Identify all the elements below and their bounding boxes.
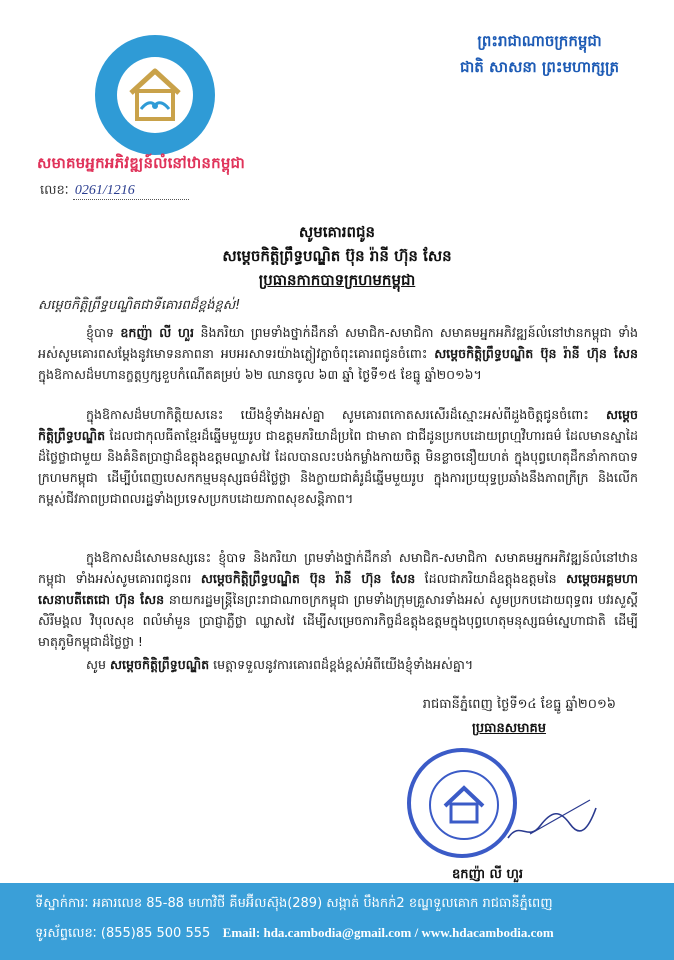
paragraph-4: [38, 654, 638, 675]
p4-text-a: សូម: [86, 657, 110, 672]
p1-text-c: និងភរិយា ព្រមទាំងថ្នាក់ដឹកនាំ សមាជិក-សមាជិកា សមាគមអ្នកអភិវឌ្ឍន៍លំនៅឋានកម្ពុជា ទាំងអស់សូមគោរពសម្ដែងនូវមោទនភាពនា អបអរសាទរយ៉ាងភ្លៀវភ្លាចំពុះគោរពជូនចំពោះ: [38, 325, 638, 361]
footer-bar: [0, 883, 674, 960]
phone-number: (855)85 500 555: [100, 926, 211, 941]
kingdom-line-2: ជាតិ សាសនា ព្រះមហាក្សត្រ: [460, 58, 619, 76]
p3-bold-d: សម្ដេចអគ្គមហាសេនាបតីតេជោ ហ៊ុន សែន: [38, 571, 638, 607]
signer-name: ឧកញ៉ា លី ហួរ: [452, 867, 523, 882]
p2-text-a: ក្នុងឱកាសដ៏មហាកិត្តិយសនេះ យើងខ្ញុំទាំងអស់គ្នា សូមគោរពកោតសរសើរដ៏ស្មោះអស់ពីដួងចិត្តជូនចំពោះ: [86, 407, 607, 422]
reference-number: [40, 182, 189, 201]
p3-text-e: នាយករដ្ឋមន្ត្រីនៃព្រះរាជាណាចក្រកម្ពុជា ព្រមទាំងក្រុមគ្រួសារទាំងអស់ សូមប្រកបដោយពុទ្ធពរ បវរសួស្ដី សិរីមង្គល វិបុលសុខ ពលំមាំមួន ប្រាជ្ញាភ្លឺថ្លា ឈ្លាសវៃ ដើម្បីសម្រេចភារកិច្ចដ៏ឧត្ដុងឧត្ដមក្នុងបុព្វហេតុមនុស្សធម៌ស្នេហាជាតិ ដើម្បីមាតុភូមិកម្ពុជាដ៏ថ្លៃថ្លា !: [38, 592, 638, 649]
paragraph-1: [38, 322, 638, 385]
letter-date: រាជធានីភ្នំពេញ ថ្ងៃទី១៤ ខែធ្នូ ឆ្នាំ២០១៦: [422, 697, 616, 712]
president-title: ប្រធានសមាគម: [472, 721, 547, 736]
p4-bold-b: សម្ដេចកិត្តិព្រឹទ្ធបណ្ឌិត: [110, 657, 210, 672]
addressee-line-3: ប្រធានកាកបាទក្រហមកម្ពុជា: [258, 271, 416, 289]
signature: [500, 790, 600, 850]
reference-label: លេខៈ: [40, 183, 69, 198]
footer-separator: /: [411, 925, 422, 940]
paragraph-3: [38, 547, 638, 652]
stamp-house-icon: [431, 772, 497, 838]
p2-text-c: ដែលជាកុលធីតាខ្មែរដ៏ឆ្នើមមួយរូប ជាឧត្តមភរិយាដ៏ប្រពៃ ជាមាតា ជាជីដូនប្រកបដោយព្រហ្មវិហារធម៌ ដែលមានស្នាដៃដ៏ថ្លៃថ្លាជាមួយ និងគំនិតប្រាជ្ញាដ៏ឧត្ដុងឧត្ដមឈ្លាសវៃ ដែលបានលះបង់កម្លាំងកាយចិត្ត មិនខ្លាចនឿយហត់ ក្នុងបុព្វហេតុដឹកនាំកាកបាទក្រហមកម្ពុជា ដើម្បីបំពេញបេសកកម្មមនុស្សធម៌ដ៏ថ្លៃថ្លា និងក្លាយជាគំរូដ៏ឆ្នើមមួយរូប ក្នុងការប្រយុទ្ធប្រឆាំងនឹងភាពក្រីក្រ និងលើកកម្ពស់ជីវភាពប្រជាពលរដ្ឋទាំងប្រទេសប្រកបដោយភាពសុខសន្តិភាព។: [38, 428, 638, 506]
footer-contact: [35, 925, 554, 944]
p3-bold-b: សម្ដេចកិត្តិព្រឹទ្ធបណ្ឌិត ប៊ុន រ៉ានី ហ៊ុន សែន: [200, 571, 416, 586]
p3-text-c: ដែលជាភរិយាដ៏ឧត្ដុងឧត្ដមនៃ: [415, 571, 567, 586]
p4-text-c: មេត្តាទទួលនូវការគោរពដ៏ខ្ពង់ខ្ពស់អំពីយើងខ្ញុំទាំងអស់គ្នា។: [209, 657, 474, 672]
email-link[interactable]: Email: hda.cambodia@gmail.com: [222, 925, 412, 940]
p1-bold-d: សម្ដេចកិត្តិព្រឹទ្ធបណ្ឌិត ប៊ុន រ៉ានី ហ៊ុន សែន: [434, 346, 638, 361]
salutation: សម្ដេចកិត្តិព្រឹទ្ធបណ្ឌិតជាទីគោរពដ៏ខ្ពង់ខ្ពស់!: [38, 298, 241, 313]
p1-bold-b: ឧកញ៉ា លី ហួរ: [120, 325, 195, 340]
paragraph-2: [38, 404, 638, 509]
p2-bold-b: សម្ដេចកិត្តិព្រឹទ្ធបណ្ឌិត: [38, 407, 638, 443]
website-link[interactable]: www.hdacambodia.com: [421, 925, 554, 940]
addressee-block: [0, 220, 674, 292]
kingdom-header: [460, 28, 619, 80]
association-logo: [95, 35, 215, 155]
p3-text-a: ក្នុងឱកាសដ៏សោមនស្សនេះ ខ្ញុំបាទ និងភរិយា ព្រមទាំងថ្នាក់ដឹកនាំ សមាជិក-សមាជិកា សមាគមអ្នកអភិវឌ្ឍន៍លំនៅឋានកម្ពុជា ទាំងអស់សូមគោរពជូនពរ: [38, 550, 638, 586]
p1-text-e: ក្នុងឱកាសដ៏មហានក្ខត្តឫក្សខួបកំណើតគម្រប់ ៦២ ឈានចូល ៦៣ ឆ្នាំ ថ្ងៃទី១៥ ខែធ្នូ ឆ្នាំ២០១៦។: [38, 367, 482, 382]
addressee-line-2: សម្ដេចកិត្តិព្រឹទ្ធបណ្ឌិត ប៊ុន រ៉ានី ហ៊ុន សែន: [222, 247, 452, 265]
p1-text-a: ខ្ញុំបាទ: [86, 325, 121, 340]
kingdom-line-1: ព្រះរាជាណាចក្រកម្ពុជា: [477, 32, 602, 50]
house-handshake-icon: [127, 65, 183, 125]
reference-value: 0261/1216: [73, 183, 189, 200]
phone-label: ទូរស័ព្ទលេខៈ: [35, 926, 97, 941]
organization-name: សមាគមអ្នកអភិវឌ្ឍន៍លំនៅឋានកម្ពុជា: [37, 154, 246, 172]
addressee-line-1: សូមគោរពជូន: [298, 223, 376, 241]
footer-address: ទីស្នាក់ការៈ អគារលេខ 85-88 មហាវិថី គីមអ៊ីលស៊ុង(289) សង្កាត់ បឹងកក់2 ខណ្ឌទួលគោក រាជធានីភ្នំពេញ: [35, 896, 553, 911]
